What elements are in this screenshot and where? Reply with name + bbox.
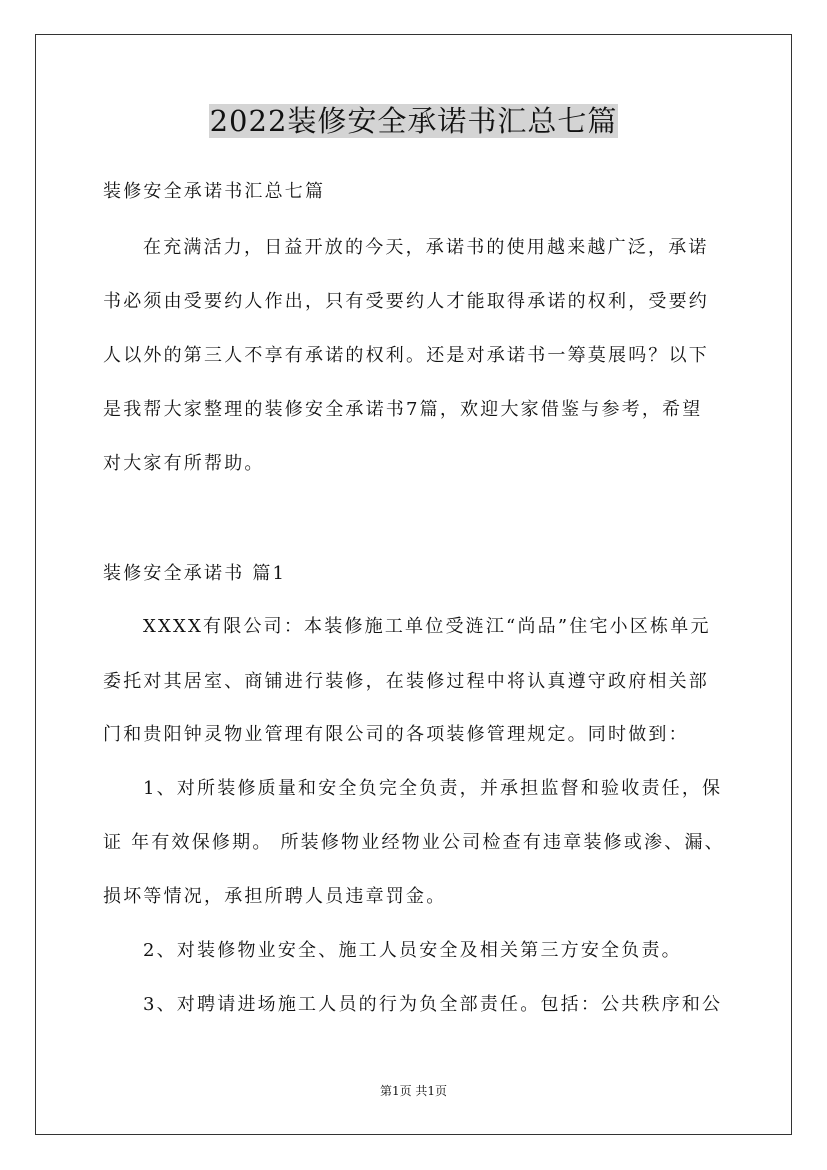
intro-line-1: 在充满活力，日益开放的今天，承诺书的使用越来越广泛，承诺: [143, 237, 709, 258]
body-line-7: 2、对装修物业安全、施工人员安全及相关第三方安全负责。: [143, 940, 682, 961]
section-heading: 装修安全承诺书 篇1: [103, 563, 287, 584]
page-footer: 第1页 共1页: [379, 1084, 448, 1098]
body-line-2: 委托对其居室、商铺进行装修，在装修过程中将认真遵守政府相关部: [103, 671, 709, 692]
body-line-6: 损坏等情况，承担所聘人员违章罚金。: [103, 886, 447, 907]
intro-line-4: 是我帮大家整理的装修安全承诺书7篇，欢迎大家借鉴与参考，希望: [103, 399, 703, 420]
intro-line-5: 对大家有所帮助。: [103, 453, 265, 474]
subtitle: 装修安全承诺书汇总七篇: [103, 181, 326, 202]
intro-line-2: 书必须由受要约人作出，只有受要约人才能取得承诺的权利，受要约: [103, 291, 709, 312]
intro-line-3: 人以外的第三人不享有承诺的权利。还是对承诺书一筹莫展吗？以下: [103, 345, 709, 366]
body-line-4: 1、对所装修质量和安全负完全负责，并承担监督和验收责任，保: [143, 778, 723, 799]
body-line-3: 门和贵阳钟灵物业管理有限公司的各项装修管理规定。同时做到：: [103, 724, 689, 745]
body-line-5: 证 年有效保修期。 所装修物业经物业公司检查有违章装修或渗、漏、: [103, 832, 725, 853]
body-line-8: 3、对聘请进场施工人员的行为负全部责任。包括：公共秩序和公: [143, 994, 723, 1015]
document-title: 2022装修安全承诺书汇总七篇: [209, 104, 618, 138]
body-line-1: XXXX有限公司：本装修施工单位受涟江“尚品”住宅小区栋单元: [143, 616, 711, 637]
